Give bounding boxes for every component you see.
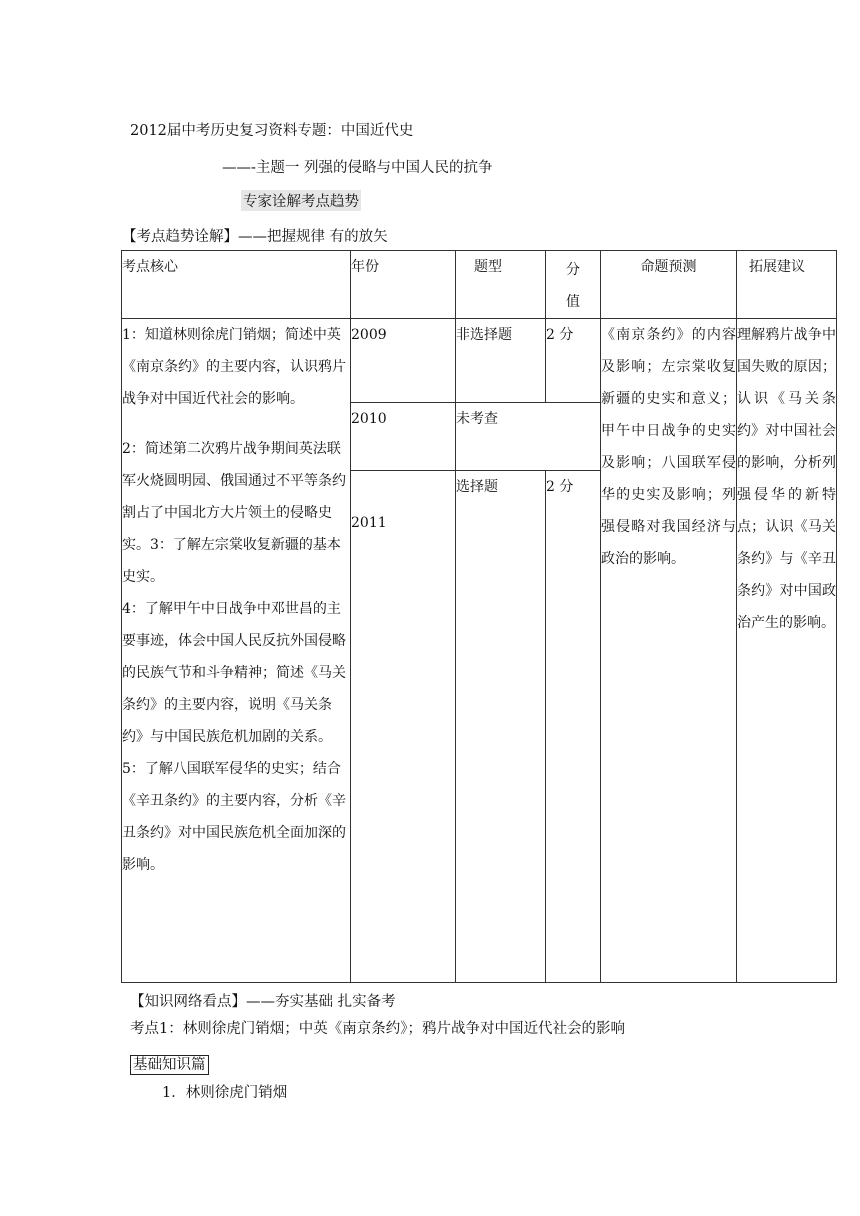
core-point-4: 5：了解八国联军侵华的史实；结合《辛丑条约》的主要内容，分析《辛丑条约》对中国民族危机全面加深的影响。	[122, 761, 346, 873]
header-prediction: 命题预测	[601, 251, 737, 319]
header-extension: 拓展建议	[737, 251, 837, 319]
table-row	[122, 319, 837, 403]
core-point-2: 2：简述第二次鸦片战争期间英法联军火烧圆明园、俄国通过不平等条约割占了中国北方大片领土的侵略史实。3：了解左宗棠收复新疆的基本史实。	[122, 441, 346, 585]
header-score-line2: 值	[566, 294, 580, 310]
year-cell: 2010	[351, 403, 456, 471]
prediction-cell: 《南京条约》的内容及影响；左宗棠收复新疆的史实和意义；甲午中日战争的史实及影响；八国联军侵华的史实及影响；列强侵略对我国经济与政治的影响。	[601, 319, 737, 983]
shaded-heading: 专家诠解考点趋势	[241, 190, 361, 211]
extension-cell: 理解鸦片战争中国失败的原因；认识《马关条约》对中国社会的影响，分析列强侵华的新特点；认识《马关条约》与《辛丑条约》对中国政治产生的影响。	[737, 319, 837, 983]
exam-point-table	[121, 250, 837, 983]
header-type: 题型	[456, 251, 546, 319]
core-point-3: 4：了解甲午中日战争中邓世昌的主要事迹，体会中国人民反抗外国侵略的民族气节和斗争精神；简述《马关条约》的主要内容，说明《马关条约》与中国民族危机加剧的关系。	[122, 601, 346, 745]
section-heading-knowledge: 【知识网络看点】——夯实基础 扎实备考	[130, 994, 396, 1010]
type-cell: 未考查	[456, 403, 601, 471]
header-year: 年份	[351, 251, 456, 319]
score-cell: 2 分	[546, 319, 601, 403]
core-point-1: 1：知道林则徐虎门销烟；简述中英《南京条约》的主要内容，认识鸦片战争对中国近代社会的影响。	[122, 327, 346, 407]
header-score	[546, 251, 601, 319]
boxed-heading: 基础知识篇	[130, 1055, 209, 1075]
type-cell: 非选择题	[456, 319, 546, 403]
doc-title: 2012届中考历史复习资料专题：中国近代史	[130, 123, 414, 139]
score-cell: 2 分	[546, 471, 601, 983]
doc-subtitle: ——-主题一 列强的侵略与中国人民的抗争	[222, 160, 493, 176]
header-score-line1: 分	[566, 262, 580, 278]
header-core: 考点核心	[122, 251, 351, 319]
exam-point-1: 考点1：林则徐虎门销烟；中英《南京条约》；鸦片战争对中国近代社会的影响	[130, 1021, 625, 1037]
table-header-row	[122, 251, 837, 319]
year-cell: 2011	[351, 471, 456, 983]
list-item: 1．林则徐虎门销烟	[162, 1085, 288, 1101]
year-cell: 2009	[351, 319, 456, 403]
section-heading-trend: 【考点趋势诠解】——把握规律 有的放矢	[122, 229, 388, 245]
type-cell: 选择题	[456, 471, 546, 983]
core-cell	[122, 319, 351, 983]
